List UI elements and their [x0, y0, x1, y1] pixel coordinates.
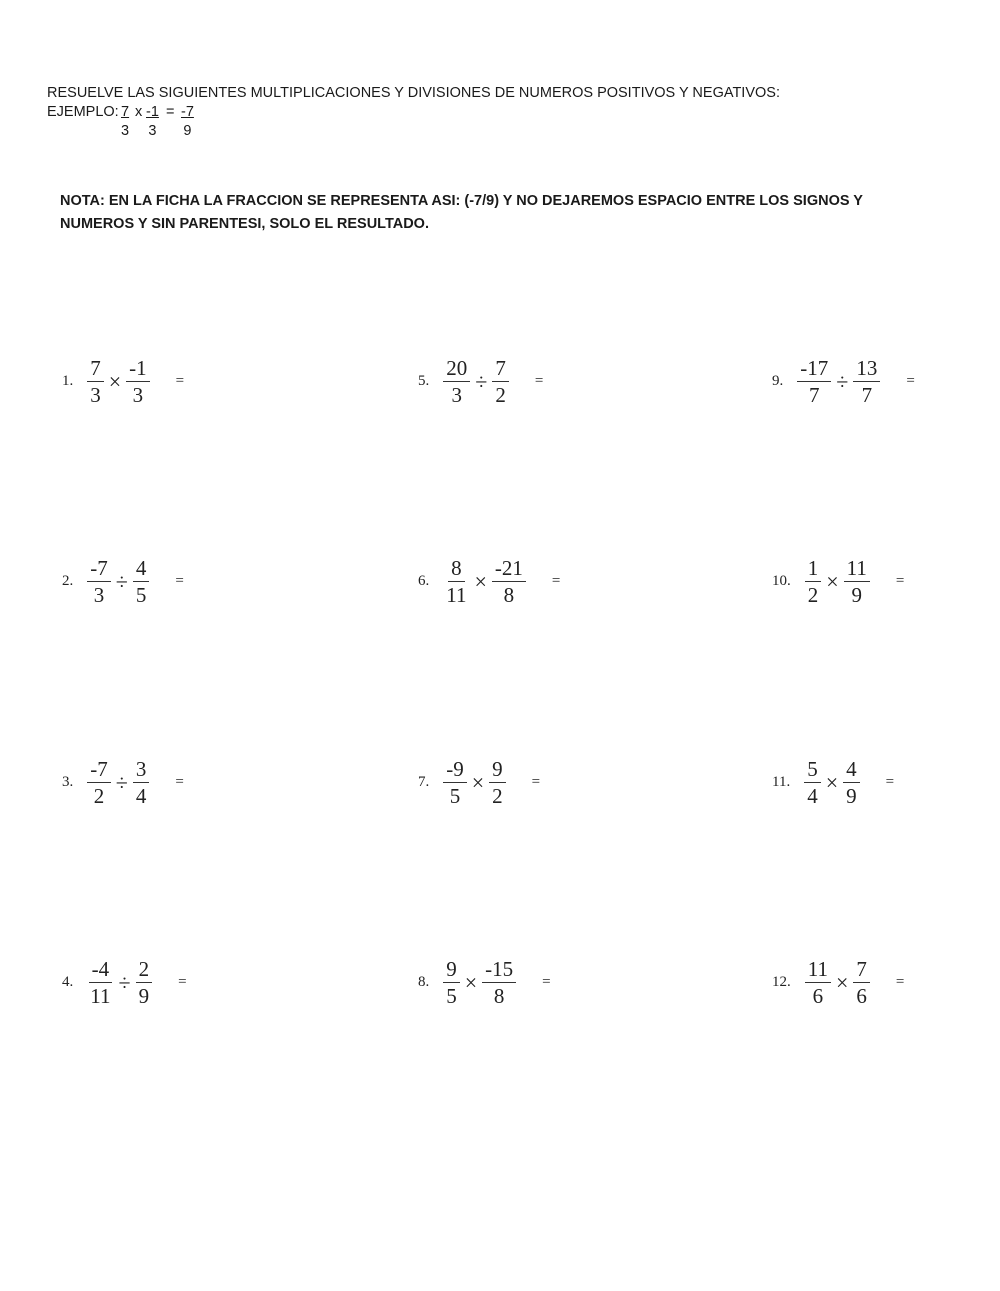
fraction-a: [805, 958, 831, 1007]
denominator-b: 4: [135, 784, 147, 808]
equals-sign: =: [534, 373, 544, 389]
numerator-b: 7: [853, 958, 870, 983]
example-fraction-b: [146, 103, 159, 141]
denominator-a: 5: [449, 784, 461, 808]
example-fraction-a: [121, 103, 129, 141]
fraction-a: [443, 958, 460, 1007]
fraction-b: [843, 758, 860, 807]
fraction-b: [853, 357, 880, 406]
fraction-a: [443, 357, 470, 406]
equals-sign: =: [542, 974, 551, 990]
numerator-a: -7: [87, 557, 111, 582]
denominator-b: 6: [856, 984, 867, 1008]
fraction-b: [126, 357, 150, 406]
fraction-a: [87, 557, 111, 606]
problem-number: 12.: [772, 974, 791, 990]
denominator-a: 3: [451, 383, 462, 407]
problem-number: 4.: [62, 974, 74, 990]
numerator-b: 11: [844, 557, 870, 582]
fraction-a: [443, 758, 467, 807]
problem-number: 11.: [772, 774, 791, 790]
denominator-a: 3: [93, 583, 105, 607]
numerator-b: 2: [136, 958, 153, 983]
problem-number: 2.: [62, 573, 74, 589]
problem-1: [62, 357, 184, 406]
fraction-a: [805, 557, 822, 606]
example: [47, 103, 780, 143]
note: NOTA: EN LA FICHA LA FRACCION SE REPRESENTA ASI: (-7/9) Y NO DEJAREMOS ESPACIO ENTRE LOS SIGNOS Y NUMEROS Y SIN PARENTESI, SOLO EL RESULTADO.: [60, 193, 863, 232]
denominator-a: 7: [809, 383, 820, 407]
example-result-denominator: 9: [183, 123, 192, 139]
problem-number: 7.: [418, 774, 430, 790]
problem-number: 8.: [418, 974, 430, 990]
fraction-b: [844, 557, 870, 606]
problem-number: 5.: [418, 373, 430, 389]
example-a-denominator: 3: [121, 123, 130, 139]
denominator-a: 6: [812, 984, 824, 1008]
operator: ×: [464, 969, 478, 995]
numerator-a: 11: [805, 958, 831, 983]
denominator-a: 2: [93, 784, 105, 808]
denominator-b: 5: [135, 583, 147, 607]
numerator-a: -17: [797, 357, 831, 382]
instruction-text: RESUELVE LAS SIGUIENTES MULTIPLICACIONES Y DIVISIONES DE NUMEROS POSITIVOS Y NEGATIVOS:: [47, 85, 780, 101]
fraction-b: [489, 758, 506, 807]
denominator-b: 9: [846, 784, 857, 808]
problem-number: 10.: [772, 573, 791, 589]
denominator-a: 5: [446, 984, 457, 1008]
problem-number: 1.: [62, 373, 74, 389]
operator: ÷: [115, 568, 128, 594]
fraction-a: [87, 758, 111, 807]
denominator-a: 11: [446, 583, 467, 607]
example-b-numerator: -1: [146, 104, 159, 120]
problem-10: [772, 557, 904, 606]
numerator-a: 1: [805, 557, 822, 582]
numerator-b: 3: [133, 758, 150, 783]
equals-sign: =: [551, 573, 561, 589]
fraction-b: [133, 557, 150, 606]
instructions: [47, 84, 780, 143]
example-result-numerator: -7: [181, 104, 194, 120]
numerator-a: 8: [448, 557, 465, 582]
problem-number: 6.: [418, 573, 430, 589]
problem-7: [418, 758, 540, 807]
numerator-a: 20: [443, 357, 470, 382]
example-label: EJEMPLO:: [47, 104, 119, 120]
numerator-b: -15: [482, 958, 516, 983]
operator: ÷: [115, 769, 128, 795]
problem-number: 9.: [772, 373, 784, 389]
problem-8: [418, 958, 551, 1007]
example-equals: =: [166, 104, 175, 120]
fraction-b: [492, 357, 509, 406]
denominator-a: 3: [90, 383, 101, 407]
numerator-b: 4: [133, 557, 150, 582]
fraction-a: [797, 357, 831, 406]
operator: ×: [835, 969, 849, 995]
operator: ×: [474, 568, 487, 594]
problem-3: [62, 758, 184, 807]
numerator-a: 5: [804, 758, 821, 783]
numerator-b: -1: [126, 357, 150, 382]
denominator-b: 9: [138, 984, 150, 1008]
example-operator: x: [135, 104, 143, 120]
denominator-b: 9: [851, 583, 863, 607]
problem-number: 3.: [62, 774, 74, 790]
operator: ×: [108, 368, 122, 394]
fraction-b: [136, 958, 153, 1007]
denominator-b: 7: [861, 383, 873, 407]
numerator-b: 9: [489, 758, 506, 783]
problem-12: [772, 958, 904, 1007]
fraction-a: [804, 758, 821, 807]
denominator-b: 8: [503, 583, 515, 607]
operator: ×: [471, 769, 485, 795]
equals-sign: =: [175, 373, 185, 389]
fraction-a: [87, 958, 113, 1007]
problem-11: [772, 758, 894, 807]
denominator-a: 11: [90, 984, 111, 1008]
equals-sign: =: [906, 373, 915, 389]
denominator-b: 2: [492, 784, 503, 808]
fraction-b: [482, 958, 516, 1007]
denominator-a: 4: [807, 784, 818, 808]
denominator-a: 2: [807, 583, 819, 607]
example-fraction-result: [181, 103, 194, 141]
equals-sign: =: [531, 774, 541, 790]
problem-2: [62, 557, 184, 606]
equals-sign: =: [895, 573, 905, 589]
operator: ×: [826, 568, 839, 594]
numerator-b: 7: [492, 357, 509, 382]
numerator-a: -4: [89, 958, 113, 983]
numerator-b: 4: [843, 758, 860, 783]
numerator-a: -7: [87, 758, 111, 783]
fraction-b: [492, 557, 526, 606]
numerator-a: 9: [443, 958, 460, 983]
operator: ÷: [836, 368, 849, 394]
equals-sign: =: [175, 573, 184, 589]
fraction-a: [443, 557, 469, 606]
equals-sign: =: [895, 974, 905, 990]
denominator-b: 8: [493, 984, 505, 1008]
numerator-b: 13: [853, 357, 880, 382]
operator: ×: [825, 769, 839, 795]
example-a-numerator: 7: [121, 104, 130, 120]
fraction-b: [853, 958, 870, 1007]
numerator-a: 7: [87, 357, 104, 382]
numerator-b: -21: [492, 557, 526, 582]
equals-sign: =: [178, 974, 187, 990]
problem-6: [418, 557, 560, 606]
example-b-denominator: 3: [148, 123, 157, 139]
fraction-b: [133, 758, 150, 807]
operator: ÷: [475, 368, 488, 394]
numerator-a: -9: [443, 758, 467, 783]
operator: ÷: [118, 969, 131, 995]
problem-9: [772, 357, 915, 406]
denominator-b: 2: [495, 383, 506, 407]
fraction-a: [87, 357, 104, 406]
denominator-b: 3: [132, 383, 144, 407]
equals-sign: =: [885, 774, 895, 790]
equals-sign: =: [175, 774, 184, 790]
problem-5: [418, 357, 543, 406]
problem-4: [62, 958, 187, 1007]
